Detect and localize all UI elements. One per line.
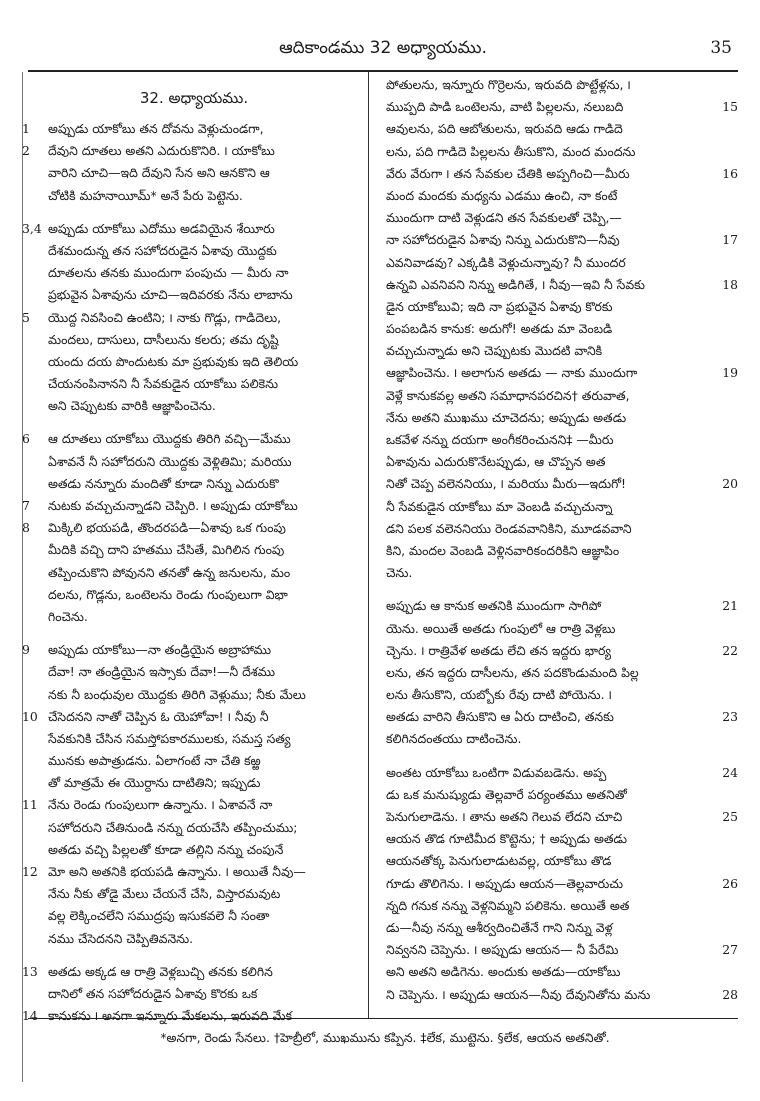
- line-text: మో అని అతనికి భయపడి ఉన్నాను. ౹ అయితే నీవు—: [48, 864, 306, 879]
- verse-number: 16: [722, 165, 738, 181]
- verse-number: 7: [22, 498, 30, 513]
- verse-number: 2: [22, 143, 30, 159]
- line-text: ఎవనివాడవు? ఎక్కడికి వెళ్లుచున్నావు? నీ ముందర: [386, 254, 626, 270]
- text-line: [372, 451, 738, 473]
- line-text: వేరు వేరుగా ౹ తన సేవకుల చేతికి అప్పగించి—మీరు: [386, 165, 630, 181]
- text-line: [22, 639, 366, 661]
- text-line: [372, 939, 738, 961]
- text-line: [22, 772, 366, 794]
- verse-number: 22: [722, 642, 738, 658]
- line-text: యందు దయ పొందుటకు మా ప్రభువుకు ఇది తెలియ: [48, 353, 299, 369]
- footnote-rule: [28, 1018, 738, 1019]
- text-line: [372, 895, 738, 917]
- text-line: [372, 496, 738, 518]
- verse-number: 13: [22, 963, 38, 979]
- text-line: [372, 684, 738, 706]
- text-line: [22, 905, 366, 927]
- line-text: చ్చెను. ౹ రాత్రివేళ అతడు లేచి తన ఇద్దరు భార్య: [386, 642, 612, 658]
- text-line: [22, 307, 366, 329]
- text-line: [372, 274, 738, 296]
- text-line: [372, 74, 738, 96]
- text-line: [372, 828, 738, 850]
- verse-number: 25: [722, 809, 738, 824]
- line-text: పెనుగులాడెను. ౹ తాను అతని గెలువ లేదని చూచి: [386, 809, 623, 824]
- line-text: న్నది గనుక నన్ను వెళ్లనిమ్మని పలికెను. అయితే అత: [386, 897, 630, 913]
- line-text: గించెను.: [48, 608, 88, 624]
- text-line: [22, 240, 366, 262]
- line-text: ఉన్నవి ఎవనివని నిన్ను అడిగితే, ౹ నీవు—ఇవి నీ సేవకు: [386, 276, 645, 292]
- line-text: ఆయన తొడ గూటిమీద కొట్టెను; † అప్పుడు అతడు: [386, 831, 627, 847]
- line-text: ఏశావును ఎదురుకొనేటప్పుడు, ఆ చొప్పన అత: [386, 454, 606, 470]
- text-line: [372, 229, 738, 251]
- text-line: [22, 562, 366, 584]
- text-line: [372, 917, 738, 939]
- text-line: [22, 218, 366, 240]
- text-line: [372, 618, 738, 640]
- line-text: పోతులను, ఇన్నూరు గొర్రెలను, ఇరువది పొట్టేళ్లను, ౹: [386, 77, 631, 92]
- text-line: [22, 817, 366, 839]
- left-column: [22, 74, 366, 1027]
- text-line: [372, 96, 738, 118]
- line-text: లను, తన ఇద్దరు దాసీలను, తన పదకొండుమంది పిల్ల: [386, 664, 639, 680]
- line-text: అప్పుడు యాకోబు తన దోవను వెళ్లుచుండగా,: [48, 121, 264, 136]
- text-line: [22, 1005, 366, 1027]
- text-line: [372, 296, 738, 318]
- line-text: దేవుని దూతలు అతని ఎదురుకొనిరి. ౹ యాకోబు: [48, 143, 275, 159]
- line-text: డు ఒక మనుష్యుడు తెల్లవారే పర్యంతము అతనితో: [386, 786, 627, 802]
- page-number: 35: [710, 38, 732, 58]
- text-line: [22, 495, 366, 517]
- verse-number: 19: [722, 365, 738, 381]
- text-line: [372, 728, 738, 750]
- text-line: [372, 340, 738, 362]
- text-line: [372, 806, 738, 828]
- line-text: చెను.: [386, 565, 413, 581]
- line-text: దేవా! నా తండ్రియైన ఇస్సాకు దేవా!—నీ దేశము: [48, 664, 276, 680]
- line-text: చేయనంపినానని నీ సేవకుడైన యాకోబు పలికెను: [48, 376, 279, 392]
- line-text: దానిలో తన సహోదరుడైన ఏశావు కొరకు ఒక: [48, 985, 258, 1001]
- line-text: అంతట యాకోబు ఒంటిగా విడువబడెను. అప్ప: [386, 764, 607, 780]
- line-text: ఒకవేళ నన్ను దయగా అంగీకరించునని‡ —మీరు: [386, 432, 614, 447]
- line-text: కలిగినదంతయు దాటించెను.: [386, 731, 522, 747]
- verse-number: 18: [722, 276, 738, 292]
- text-line: [372, 662, 738, 684]
- verse-number: 24: [722, 764, 738, 780]
- text-line: [372, 640, 738, 662]
- text-line: [22, 262, 366, 284]
- line-text: నివ్వనని చెప్పెను. ౹ అప్పుడు ఆయన— నీ పేరేమి: [386, 942, 619, 958]
- line-text: అతడు నన్నూరు మందితో కూడా నిన్ను ఎదురుకొ: [48, 475, 279, 491]
- text-line: [372, 595, 738, 617]
- text-line: [22, 584, 366, 606]
- verse-number: 10: [22, 708, 38, 724]
- verse-number: 21: [722, 598, 738, 614]
- header-rule: [28, 70, 738, 72]
- line-text: కిని, మందల వెంబడి వెళ్లినవారికందరికిని ఆజ్ఞాపిం: [386, 542, 620, 558]
- chapter-heading: 32. అధ్యాయము.: [139, 89, 249, 107]
- paragraph-gap: [22, 207, 366, 218]
- line-text: ప్రభువైన ఏశావును చూచి—ఇదివరకు నేను లాబాను: [48, 287, 293, 303]
- line-text: నితో చెప్ప వలెననియు, ౹ మరియు మీరు—ఇదుగో!: [386, 476, 626, 492]
- line-text: మిక్కిలి భయపడి, తొందరపడి—ఏశావు ఒక గుంపు: [48, 520, 286, 536]
- line-text: తప్పించుకొని పోవునని తనతో ఉన్న జనులను, మం: [48, 564, 291, 580]
- line-text: ఆ దూతలు యాకోబు యొద్దకు తిరిగి వచ్చి—మేము: [48, 431, 291, 447]
- text-line: [22, 373, 366, 395]
- line-text: మంద మందకు మధ్యను ఎడము ఉంచి, నా కంటే: [386, 187, 618, 203]
- line-text: దలను, గొడ్లను, ఒంటెలను రెండు గుంపులుగా విభా: [48, 586, 288, 602]
- line-text: నేను నీకు తోడై మేలు చేయనే చేసి, విస్తారమవుట: [48, 886, 281, 902]
- text-line: [22, 861, 366, 883]
- text-line: [22, 728, 366, 750]
- text-line: [22, 983, 366, 1005]
- line-text: ముందుగా దాటి వెళ్లుడని తన సేవకులతో చెప్పి,—: [386, 210, 622, 226]
- text-line: [372, 961, 738, 983]
- line-text: మునకు అపాత్రుడను. ఏలాగంటే నా చేతి కఱ్ఱ: [48, 753, 261, 769]
- line-text: యొద్ద నివసించి ఉంటిని; ౹ నాకు గొడ్లు, గాడిదెలు,: [48, 309, 282, 325]
- line-text: నీ సేవకుడైన యాకోబు మా వెంబడి వచ్చుచున్నా: [386, 498, 613, 514]
- line-text: ఆవులను, పది ఆబోతులను, ఇరువది ఆడు గాడిదె: [386, 121, 623, 137]
- text-line: [372, 207, 738, 229]
- text-line: [22, 750, 366, 772]
- text-line: [22, 928, 366, 950]
- text-line: [22, 451, 366, 473]
- line-text: అని అతని అడిగెను. అందుకు అతడు—యాకోబు: [386, 964, 621, 980]
- line-text: చోటికి మహనాయీమ్* అనే పేరు పెట్టెను.: [48, 187, 243, 203]
- line-text: ఏశావనే నీ సహోదరుని యొద్దకు వెళ్లితిమి; మరియు: [48, 453, 292, 469]
- line-text: ఆయనతోక్క పెనుగులాడుటవల్ల, యాకోబు తొడ: [386, 853, 612, 869]
- verse-number: 15: [722, 99, 738, 115]
- line-text: డైన యాకోబువి; ఇది నా ప్రభువైన ఏశావు కొరకు: [386, 298, 613, 314]
- text-line: [372, 518, 738, 540]
- line-text: లను తీసుకొని, యబ్బోకు రేవు దాటి పోయెను. ౹: [386, 687, 612, 703]
- line-text: నము చేసెదనని చెప్పితివనెను.: [48, 930, 194, 946]
- line-text: సహోదరుని చేతినుండి నన్ను దయచేసి తప్పించుము;: [48, 819, 298, 835]
- text-line: [372, 185, 738, 207]
- verse-number: 17: [722, 232, 738, 248]
- text-line: [22, 961, 366, 983]
- line-text: దేశమందున్న తన సహోదరుడైన ఏశావు యొద్దకు: [48, 242, 277, 258]
- text-line: [22, 661, 366, 683]
- paragraph-gap: [22, 628, 366, 639]
- text-line: [372, 784, 738, 806]
- line-text: ముప్పది పాడి ఒంటెలను, వాటి పిల్లలను, నలుబది: [386, 99, 624, 115]
- text-line: [372, 873, 738, 895]
- line-text: నేను అతని ముఖము చూచెదను; అప్పుడు అతడు: [386, 409, 627, 425]
- line-text: లను, పది గాడిదె పిల్లలను తీసుకొని, మంద మందను: [386, 143, 636, 159]
- text-line: [372, 473, 738, 495]
- text-line: [372, 118, 738, 140]
- text-line: [22, 284, 366, 306]
- line-text: గూడు తొలిగెను. ౹ అప్పుడు ఆయన—తెల్లవారుచు: [386, 875, 623, 891]
- text-line: [22, 839, 366, 861]
- verse-number: 11: [22, 797, 38, 813]
- text-line: [22, 395, 366, 417]
- line-text: యెను. అయితే అతడు గుంపులో ఆ రాత్రి వెళ్లబు: [386, 620, 616, 636]
- text-line: [372, 252, 738, 274]
- text-line: [22, 794, 366, 816]
- verse-number: 1: [22, 121, 30, 136]
- line-text: ఆజ్ఞాపించెను. ౹ అలాగున అతడు — నాకు ముందుగా: [386, 365, 638, 381]
- line-text: వల్ల లెక్కించలేని సముద్రపు ఇసుకవలె నీ సంతా: [48, 908, 270, 924]
- verse-number: 26: [722, 875, 738, 891]
- verse-number: 14: [22, 1008, 38, 1024]
- line-text: వారిని చూచి—ఇది దేవుని సేన అని ఆనకొని ఆ: [48, 165, 270, 181]
- text-line: [22, 351, 366, 373]
- line-text: ని చెప్పెను. ౹ అప్పుడు ఆయన—నీవు దేవునితోను మను: [386, 986, 651, 1002]
- line-text: పంపబడిన కానుక: అదుగో! అతడు మా వెంబడి: [386, 321, 613, 337]
- line-text: వెళ్లే కానుకవల్ల అతని సమాధానపరచిన† తరువాత,: [386, 387, 630, 403]
- text-line: [22, 329, 366, 351]
- line-text: నా సహోదరుడైన ఏశావు నిన్ను ఎదురుకొని—నీవు: [386, 232, 620, 248]
- line-text: నకు నీ బంధువుల యొద్దకు తిరిగి వెళ్లుము; నీకు మేలు: [48, 686, 306, 702]
- text-line: [372, 562, 738, 584]
- line-text: మీదికి వచ్చి దాని హతము చేసితే, మిగిలిన గుంపు: [48, 542, 285, 558]
- paragraph-gap: [22, 417, 366, 428]
- verse-number: 8: [22, 520, 30, 536]
- text-line: [22, 706, 366, 728]
- verse-number: 12: [22, 864, 38, 879]
- right-column: [372, 74, 738, 1006]
- text-line: [22, 118, 366, 140]
- line-text: అతడు వారిని తీసుకొని ఆ ఏరు దాటించి, తనకు: [386, 709, 614, 725]
- text-line: [372, 762, 738, 784]
- text-line: [372, 385, 738, 407]
- line-text: అప్పుడు యాకోబు ఎదోము అడవియైన శేయీరు: [48, 220, 275, 236]
- text-line: [22, 517, 366, 539]
- text-line: [372, 318, 738, 340]
- text-line: [372, 706, 738, 728]
- text-line: [372, 141, 738, 163]
- line-text: కానుకను ౹ అనగా ఇన్నూరు మేకలను, ఇరువది మేక: [48, 1008, 293, 1024]
- line-text: అతడు అక్కడ ఆ రాత్రి వెళ్లబుచ్చి తనకు కలిగిన: [48, 963, 273, 979]
- text-line: [372, 984, 738, 1006]
- column-divider: [368, 72, 369, 1018]
- line-text: డని పలక వలెననియు రెండవవానికిని, మూడవవాని: [386, 520, 632, 536]
- paragraph-gap: [22, 950, 366, 961]
- text-line: [372, 362, 738, 384]
- line-text: నుటకు వచ్చుచున్నాడని చెప్పిరి. ౹ అప్పుడు యాకోబు: [48, 498, 298, 513]
- line-text: నేను రెండు గుంపులుగా ఉన్నాను. ౹ ఏశావనే నా: [48, 797, 273, 813]
- paragraph-gap: [372, 584, 738, 595]
- line-text: తో మాత్రమే ఈ యొర్దాను దాటితిని; ఇప్పుడు: [48, 775, 261, 791]
- verse-number: 6: [22, 431, 30, 447]
- verse-number: 5: [22, 309, 30, 325]
- line-text: అతడు వచ్చి పిల్లలతో కూడా తల్లిని నన్ను చంపునే: [48, 841, 284, 857]
- verse-number: 28: [722, 986, 738, 1002]
- text-line: [372, 850, 738, 872]
- line-text: మందలు, దాసులు, దాసీలును కలరు; తమ దృష్టి: [48, 331, 279, 347]
- text-line: [22, 428, 366, 450]
- line-text: అప్పుడు యాకోబు—నా తండ్రియైన అబ్రాహాము: [48, 642, 272, 658]
- line-text: చేసెదనని నాతో చెప్పిన ఓ యెహోవా! ౹ నీవు నీ: [48, 708, 269, 724]
- text-line: [22, 162, 366, 184]
- line-text: డు—నీవు నన్ను ఆశీర్వదించితేనే గాని నిన్ను వెళ్ల: [386, 919, 613, 935]
- text-line: [22, 606, 366, 628]
- line-text: అని చెప్పుటకు వారికి ఆజ్ఞాపించెను.: [48, 398, 216, 414]
- footnote: *అనగా, రెండు సేనలు. †హెబ్రీలో, ముఖమును కప్పిన. ‡లేక, ముట్టెను. §లేక, ఆయన అతనితో.: [160, 1030, 610, 1045]
- verse-number: 23: [722, 709, 738, 725]
- verse-number: 27: [722, 942, 738, 958]
- text-line: [22, 684, 366, 706]
- text-line: [22, 883, 366, 905]
- line-text: దూతలను తనకు ముందుగా పంపుచు — మీరు నా: [48, 265, 289, 281]
- line-text: అప్పుడు ఆ కానుక అతనికి ముందుగా సాగిపో: [386, 598, 602, 614]
- line-text: వచ్చుచున్నాడు అని చెప్పుటకు మొదటి వానికి: [386, 343, 603, 359]
- text-line: [372, 163, 738, 185]
- page-header: [30, 34, 736, 62]
- verse-number: 20: [722, 476, 738, 492]
- text-line: [22, 185, 366, 207]
- paragraph-gap: [372, 751, 738, 762]
- text-line: [372, 429, 738, 451]
- text-line: [22, 473, 366, 495]
- text-line: [372, 540, 738, 562]
- verse-number: 9: [22, 642, 30, 658]
- verse-number: 3,4: [22, 220, 42, 236]
- line-text: సేవకునికి చేసిన సమస్తోపకారములకు, సమస్త సత్య: [48, 730, 291, 746]
- running-title: ఆదికాండము 32 అధ్యాయము.: [279, 38, 487, 58]
- text-line: [22, 140, 366, 162]
- text-line: [22, 539, 366, 561]
- text-line: [372, 407, 738, 429]
